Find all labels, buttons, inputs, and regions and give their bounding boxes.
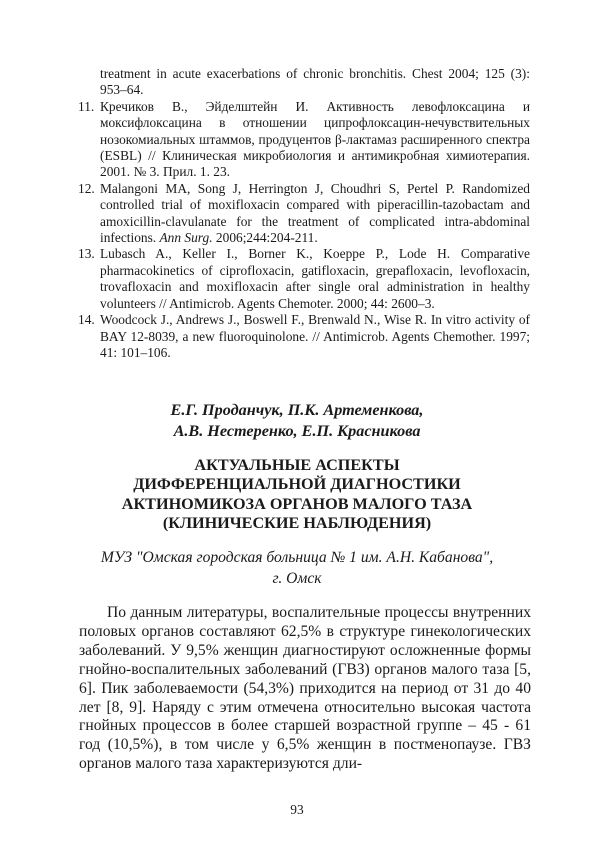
reference-item (78, 99, 530, 181)
reference-list (78, 66, 530, 361)
authors-line: Е.Г. Проданчук, П.К. Артеменкова, (170, 401, 424, 419)
body-paragraph: По данным литературы, воспалительные процессы внутренних половых органов составляют 62,5% в структуре гинекологических заболеваний. У 9,5% женщин диагностируют осложненные формы гнойно-воспалительных заболеваний (ГВЗ) органов малого таза [5, 6]. Пик заболеваемости (54,3%) приходится на период от 31 до 40 лет [8, 9]. Наряду с этим отмечена относительно высокая частота гнойных процессов в более старшей возрастной группе – 45 - 61 год (10,5%), в том числе у 6,5% женщин в постменопаузе. ГВЗ органов малого таза характеризуются дли- (79, 604, 531, 773)
reference-continuation: treatment in acute exacerbations of chronic bronchitis. Chest 2004; 125 (3): 953–64. (100, 66, 530, 98)
title-line: ДИФФЕРЕНЦИАЛЬНОЙ ДИАГНОСТИКИ (133, 475, 461, 494)
reference-item (78, 312, 530, 361)
title-line: АКТИНОМИКОЗА ОРГАНОВ МАЛОГО ТАЗА (121, 494, 473, 513)
affiliation-line: г. Омск (272, 569, 322, 587)
article-authors (60, 400, 534, 441)
reference-number: 11. (78, 98, 95, 114)
reference-number: 12. (78, 180, 95, 196)
reference-text: Woodcock J., Andrews J., Boswell F., Brenwald N., Wise R. In vitro activity of BAY 12-8039, a new fluoroquinolone. // Antimicrob. Agents Chemother. 1997; 41: 101–106. (100, 312, 530, 360)
reference-number: 14. (78, 312, 95, 328)
reference-item (78, 181, 530, 247)
page-number: 93 (290, 802, 304, 817)
affiliation-line: МУЗ "Омская городская больница № 1 им. А.Н. Кабанова", (100, 549, 494, 566)
title-line: (КЛИНИЧЕСКИЕ НАБЛЮДЕНИЯ) (162, 514, 432, 533)
reference-text (100, 181, 530, 247)
reference-item (78, 246, 530, 312)
journal-name: Ann Surg. (159, 230, 213, 246)
article-title (60, 456, 534, 534)
article-affiliation (60, 548, 534, 589)
reference-text-part: Malangoni MA, Song J, Herrington J, Choudhri S, Pertel P. Randomized controlled trial of moxifloxacin compared with piperacillin-tazobactam and amoxicillin-clavulanate for the treatment of complicated intra-abdominal infections. (100, 180, 530, 246)
authors-line: А.В. Нестеренко, Е.П. Красникова (173, 421, 421, 440)
reference-text-part: 2006;244:204-211. (212, 230, 318, 246)
reference-number: 13. (78, 246, 95, 262)
reference-text: Lubasch A., Keller I., Borner K., Koeppe P., Lode H. Comparative pharmacokinetics of ciprofloxacin, gatifloxacin, grepafloxacin, levofloxacin, trovafloxacin and moxifloxacin after single oral administration in healthy volunteers // Antimicrob. Agents Chemoter. 2000; 44: 2600–3. (100, 246, 530, 311)
title-line: АКТУАЛЬНЫЕ АСПЕКТЫ (194, 456, 400, 474)
reference-text: Кречиков В., Эйделштейн И. Активность левофлоксацина и моксифлоксацина в отношении ципрофлоксацин-нечувствительных нозокомиальных штаммов, продуцентов β-лактамаз расширенного спектра (ESBL) // Клиническая микробиология и антимикробная химиотерапия. 2001. № 3. Прил. 1. 23. (100, 98, 530, 180)
